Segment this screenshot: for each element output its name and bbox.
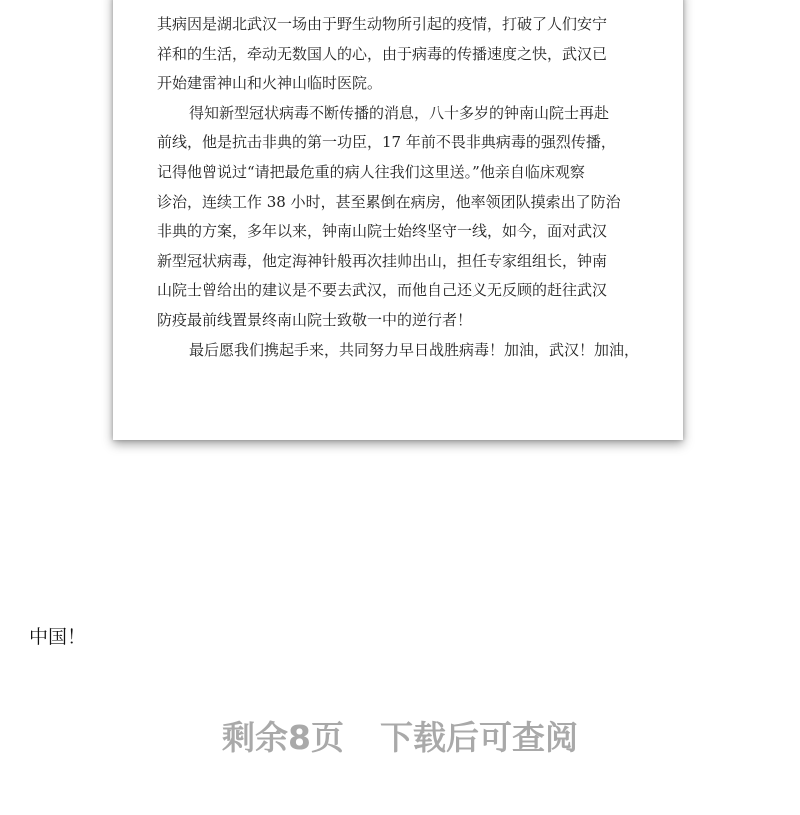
text-line: 防疫最前线置景终南山院士致敬一中的逆行者！ xyxy=(157,310,473,329)
text-line: 其病因是湖北武汉一场由于野生动物所引起的疫情，打破了人们安宁 xyxy=(157,15,608,33)
continuation-text: 中国！ xyxy=(29,626,87,648)
download-to-read-more-banner[interactable] xyxy=(0,712,800,759)
paragraph-start-line: 最后愿我们携起手来，共同努力早日战胜病毒！加油，武汉！加油， xyxy=(189,340,640,359)
paragraph-start-line: 得知新型冠状病毒不断传播的消息，八十多岁的钟南山院士再赴 xyxy=(189,103,610,122)
text-line: 前线，他是抗击非典的第一功臣，17 年前不畏非典病毒的强烈传播， xyxy=(157,133,616,152)
text-line: 开始建雷神山和火神山临时医院。 xyxy=(157,74,383,93)
text-line: 记得他曾说过“请把最危重的病人往我们这里送。”他亲自临床观察 xyxy=(157,162,585,181)
document-body xyxy=(157,10,647,365)
text-line: 非典的方案，多年以来，钟南山院士始终坚守一线，如今，面对武汉 xyxy=(157,222,608,241)
text-line: 新型冠状病毒，他定海神针般再次挂帅出山，担任专家组组长，钟南 xyxy=(157,251,608,270)
text-line: 诊治，连续工作 38 小时，甚至累倒在病房，他率领团队摸索出了防治 xyxy=(157,192,621,211)
text-line: 山院士曾给出的建议是不要去武汉，而他自己还义无反顾的赶往武汉 xyxy=(157,281,608,300)
download-prompt-label[interactable]: 下载后可查阅 xyxy=(379,718,578,757)
remaining-pages-label[interactable]: 剩余8页 xyxy=(222,718,344,757)
text-line: 祥和的生活，牵动无数国人的心，由于病毒的传播速度之快，武汉已 xyxy=(157,44,608,63)
